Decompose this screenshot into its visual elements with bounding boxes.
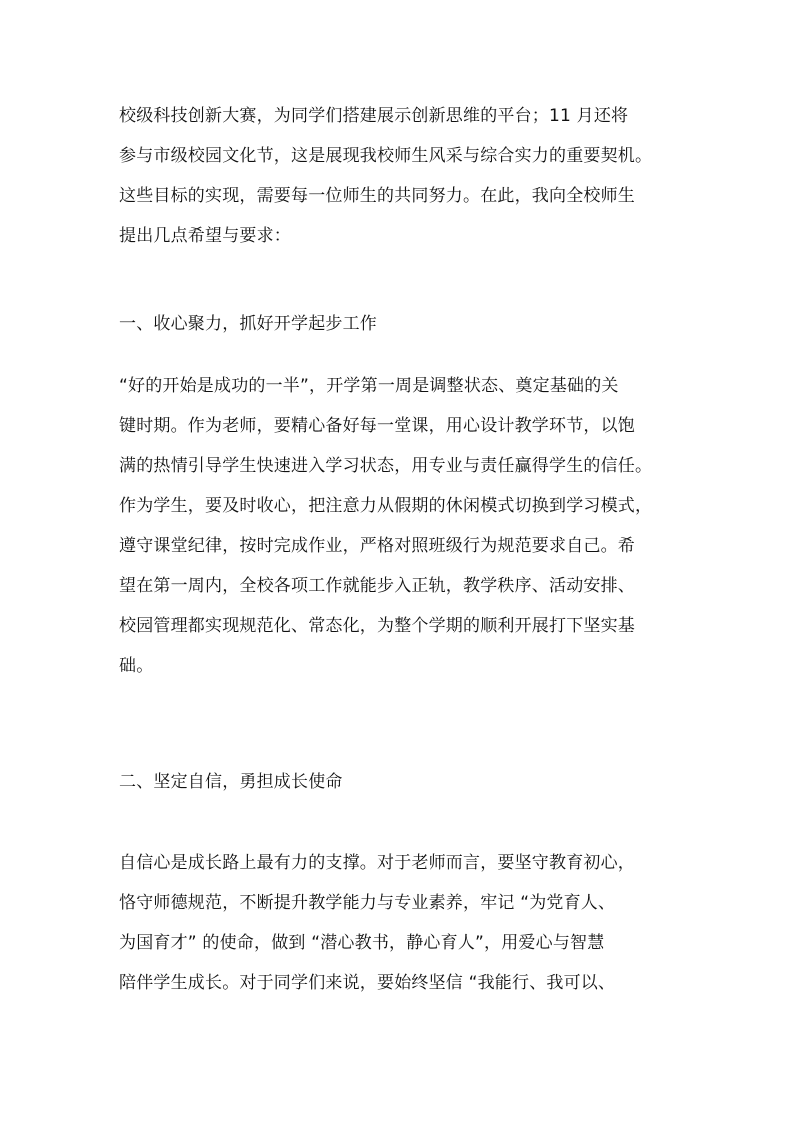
text-line: “好的开始是成功的一半”，开学第一周是调整状态、奠定基础的关 [119,376,619,396]
section-heading-2 [119,762,689,802]
text-line: 为国育才” 的使命，做到 “潜心教书，静心育人”，用爱心与智慧 [119,933,605,953]
text-line: 参与市级校园文化节，这是展现我校师生风采与综合实力的重要契机。 [119,146,653,166]
text-line: 作为学生，要及时收心，把注意力从假期的休闲模式切换到学习模式， [119,496,653,516]
text-line: 望在第一周内，全校各项工作就能步入正轨，教学秩序、活动安排、 [119,576,635,596]
text-line: 这些目标的实现，需要每一位师生的共同努力。在此，我向全校师生 [119,186,635,206]
text-line: 键时期。作为老师，要精心备好每一堂课，用心设计教学环节，以饱 [119,416,635,436]
text-line: 陪伴学生成长。对于同学们来说，要始终坚信 “我能行、我可以、 [119,973,616,993]
paragraph-continued [119,96,689,256]
text-line: 自信心是成长路上最有力的支撑。对于老师而言，要坚守教育初心， [119,853,635,873]
heading-text: 二、坚定自信，勇担成长使命 [119,772,343,792]
text-line: 校园管理都实现规范化、常态化，为整个学期的顺利开展打下坚实基 [119,616,635,636]
text-line: 遵守课堂纪律，按时完成作业，严格对照班级行为规范要求自己。希 [119,536,635,556]
text-line: 础。 [119,656,154,676]
text-line: 校级科技创新大赛，为同学们搭建展示创新思维的平台；11 月还将 [119,106,629,126]
paragraph-2 [119,843,689,1003]
section-heading-1 [119,304,689,344]
text-line: 恪守师德规范，不断提升教学能力与专业素养，牢记 “为党育人、 [119,893,616,913]
text-line: 满的热情引导学生快速进入学习状态，用专业与责任赢得学生的信任。 [119,456,653,476]
paragraph-1 [119,366,689,686]
heading-text: 一、收心聚力，抓好开学起步工作 [119,314,377,334]
text-line: 提出几点希望与要求： [119,226,291,246]
